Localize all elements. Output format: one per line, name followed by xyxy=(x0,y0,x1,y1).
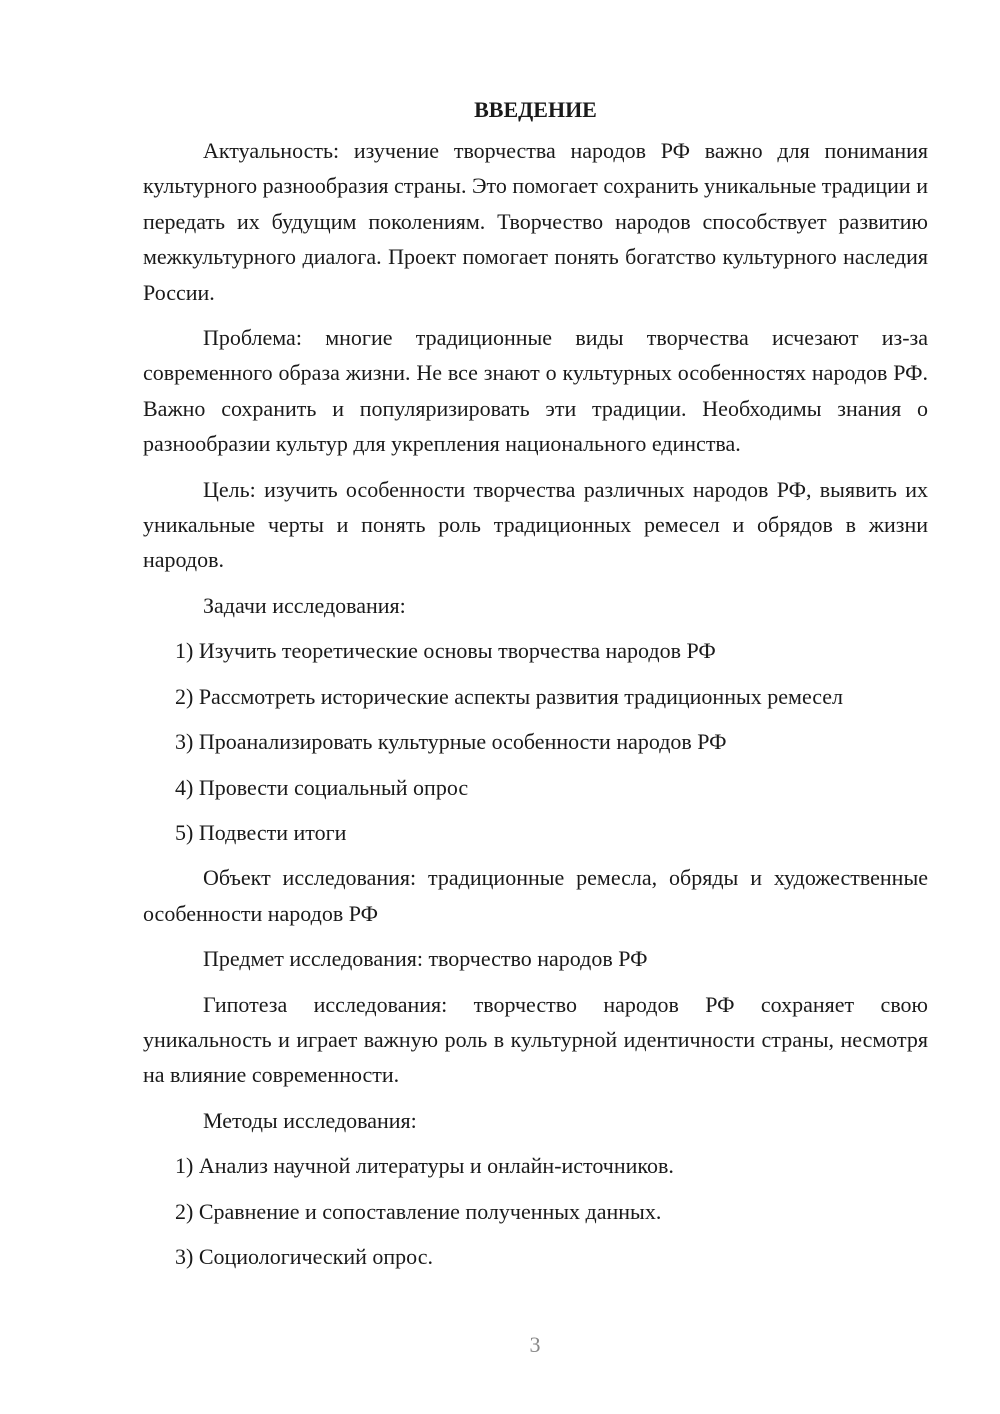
section-title: ВВЕДЕНИЕ xyxy=(474,97,597,122)
problem-paragraph: Проблема: многие традиционные виды творчества исчезают из-за современного образа жизни. Не все знают о культурных особенностях народов РФ. Важно сохранить и популяризировать эти традиции. Необходимы знания о разнообразии культур для укрепления национального единства. xyxy=(143,325,928,457)
task-item: 3) Проанализировать культурные особенности народов РФ xyxy=(175,729,727,755)
method-item: 1) Анализ научной литературы и онлайн-источников. xyxy=(175,1153,674,1179)
page-number: 3 xyxy=(529,1332,541,1357)
method-item: 2) Сравнение и сопоставление полученных данных. xyxy=(175,1198,662,1224)
task-item: 5) Подвести итоги xyxy=(175,819,347,845)
document-page xyxy=(143,92,928,1274)
hypothesis-paragraph: Гипотеза исследования: творчество народов РФ сохраняет свою уникальность и играет важную роль в культурной идентичности страны, несмотря на влияние современности. xyxy=(143,991,928,1088)
subject-paragraph: Предмет исследования: творчество народов РФ xyxy=(203,946,648,972)
task-item: 2) Рассмотреть исторические аспекты развития традиционных ремесел xyxy=(175,683,844,709)
relevance-paragraph: Актуальность: изучение творчества народов РФ важно для понимания культурного разнообразия страны. Это помогает сохранить уникальные традиции и передать их будущим поколениям. Творчество народов способствует развитию межкультурного диалога. Проект помогает понять богатство культурного наследия России. xyxy=(143,138,928,305)
object-paragraph: Объект исследования: традиционные ремесла, обряды и художественные особенности народов РФ xyxy=(143,865,928,926)
methods-label: Методы исследования: xyxy=(203,1107,417,1133)
task-item: 4) Провести социальный опрос xyxy=(175,774,469,800)
tasks-label: Задачи исследования: xyxy=(203,592,406,618)
goal-paragraph: Цель: изучить особенности творчества различных народов РФ, выявить их уникальные черты и понять роль традиционных ремесел и обрядов в жизни народов. xyxy=(143,476,928,573)
task-item: 1) Изучить теоретические основы творчества народов РФ xyxy=(175,638,716,664)
method-item: 3) Социологический опрос. xyxy=(175,1243,433,1269)
